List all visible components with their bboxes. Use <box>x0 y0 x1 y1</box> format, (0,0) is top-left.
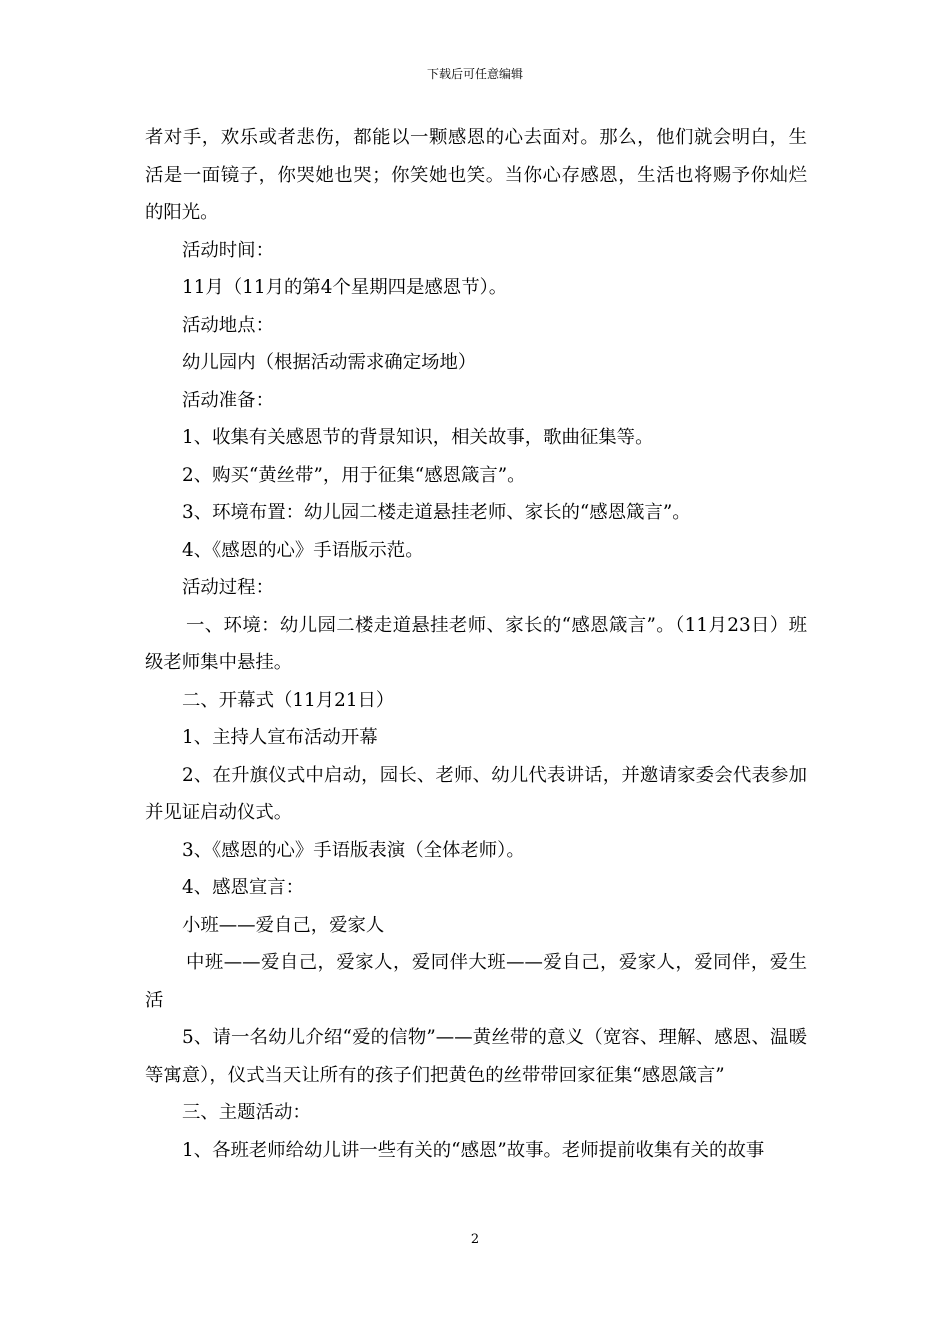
paragraph-5: 幼儿园内（根据活动需求确定场地） <box>182 352 477 373</box>
paragraph-13: 二、开幕式（11月21日） <box>182 689 395 711</box>
document-body <box>145 119 807 1169</box>
paragraph-8: 2、购买“黄丝带”，用于征集“感恩箴言”。 <box>182 464 526 486</box>
paragraph-14: 1、主持人宣布活动开幕 <box>182 727 378 748</box>
paragraph-12: 一、环境：幼儿园二楼走道悬挂老师、家长的“感恩箴言”。（11月23日）班级老师集中悬挂。 <box>145 614 807 673</box>
paragraph-20: 5、请一名幼儿介绍“爱的信物”——黄丝带的意义（宽容、理解、感恩、温暖等寓意），仪式当天让所有的孩子们把黄色的丝带带回家征集“感恩箴言” <box>145 1027 807 1086</box>
paragraph-3: 11月（11月的第4个星期四是感恩节）。 <box>182 277 508 298</box>
page-header: 下载后可任意编辑 <box>426 67 523 81</box>
page-number: 2 <box>470 1232 480 1247</box>
paragraph-15: 2、在升旗仪式中启动，园长、老师、幼儿代表讲话，并邀请家委会代表参加并见证启动仪式。 <box>145 764 807 823</box>
paragraph-18: 小班——爱自己，爱家人 <box>182 914 385 936</box>
paragraph-2: 活动时间： <box>182 239 274 261</box>
paragraph-6: 活动准备： <box>182 389 274 411</box>
paragraph-1: 者对手，欢乐或者悲伤，都能以一颗感恩的心去面对。那么，他们就会明白，生活是一面镜子，你哭她也哭；你笑她也笑。当你心存感恩，生活也将赐予你灿烂的阳光。 <box>145 127 807 223</box>
paragraph-4: 活动地点： <box>182 314 274 336</box>
paragraph-19: 中班——爱自己，爱家人，爱同伴大班——爱自己，爱家人，爱同伴，爱生活 <box>145 952 807 1011</box>
paragraph-10: 4、《感恩的心》手语版示范。 <box>182 539 424 561</box>
paragraph-16: 3、《感恩的心》手语版表演（全体老师）。 <box>182 839 525 861</box>
paragraph-9: 3、环境布置：幼儿园二楼走道悬挂老师、家长的“感恩箴言”。 <box>182 502 691 523</box>
paragraph-17: 4、感恩宣言： <box>182 877 305 898</box>
paragraph-7: 1、收集有关感恩节的背景知识，相关故事，歌曲征集等。 <box>182 427 654 448</box>
paragraph-11: 活动过程： <box>182 577 274 598</box>
paragraph-21: 三、主题活动： <box>182 1102 311 1123</box>
paragraph-22: 1、各班老师给幼儿讲一些有关的“感恩”故事。老师提前收集有关的故事 <box>182 1139 765 1161</box>
